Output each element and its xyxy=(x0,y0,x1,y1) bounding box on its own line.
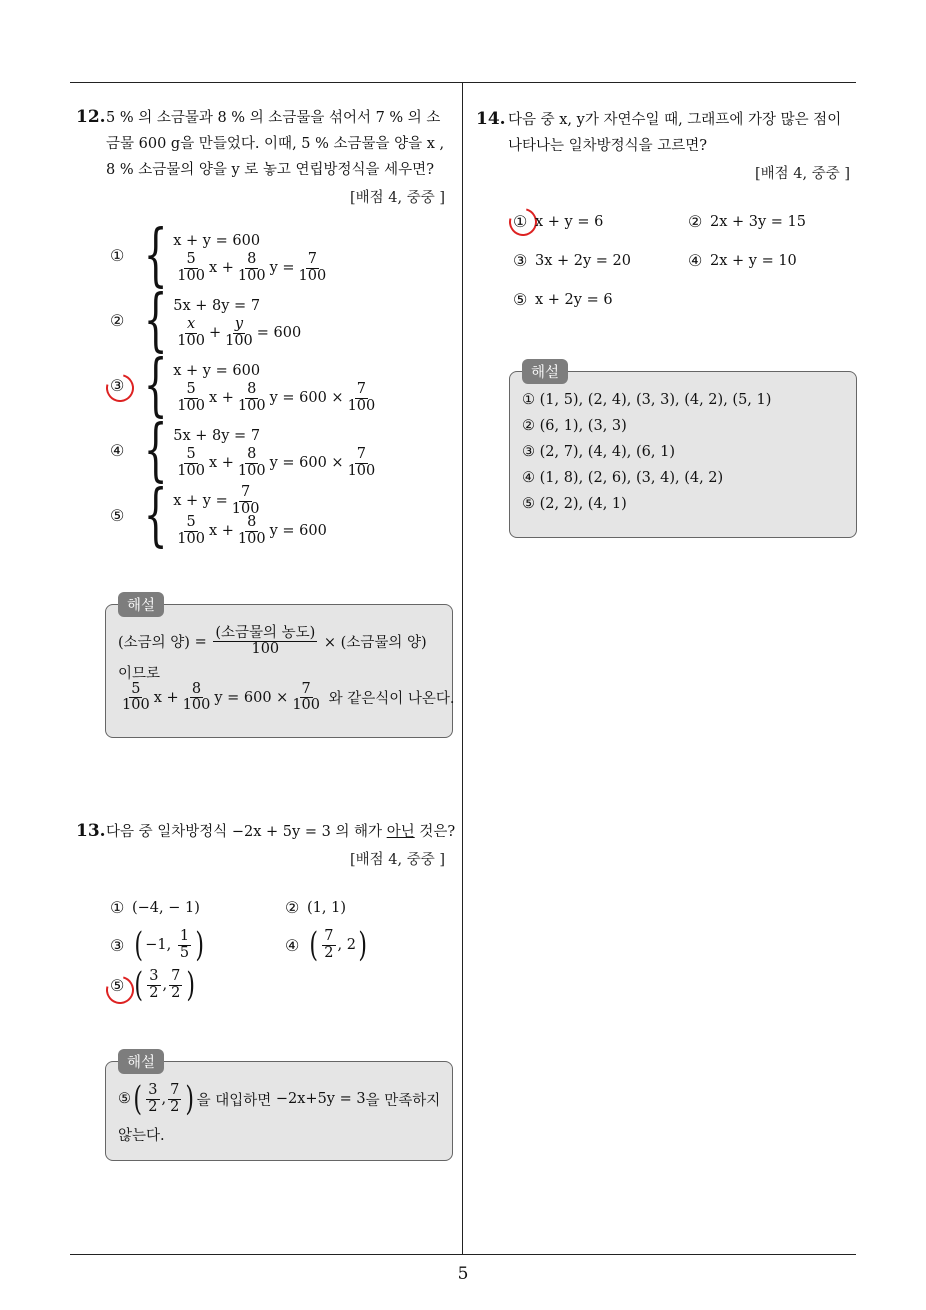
top-rule xyxy=(70,82,856,83)
question-14-line-2: 나타나는 일차방정식을 고르면? xyxy=(508,138,708,154)
question-13-score: [배점 4, 중중 ] xyxy=(350,852,446,868)
q12-choice-2-system: { 5x + 8y = 7 $\frac{x}{100}$ + $\frac{y}{100}$ = 600 xyxy=(143,281,302,360)
question-14-line-1: 다음 중 x, y가 자연수일 때, 그래프에 가장 많은 점이 xyxy=(508,112,842,128)
fraction: $\frac{7}{2}$ xyxy=(324,928,334,961)
fraction: $\frac{3}{2}$ xyxy=(148,1082,158,1115)
fraction: $\frac{7}{100}$ xyxy=(347,381,376,414)
equation: x + y = 600 xyxy=(173,363,261,379)
column-divider xyxy=(462,83,463,1254)
fraction: $\frac{5}{100}$ xyxy=(177,381,205,414)
q13-hint-label: 해설 xyxy=(118,1049,164,1074)
choice-number: ② xyxy=(110,311,125,330)
q13-choice-4[interactable]: ④ ( $\frac{7}{2}$ , 2 ) xyxy=(285,925,367,965)
fraction: $\frac{8}{100}$ xyxy=(237,446,266,479)
fraction: $\frac{8}{100}$ xyxy=(237,514,266,547)
fraction: $\frac{8}{100}$ xyxy=(237,381,266,414)
fraction: $\frac{5}{100}$ xyxy=(177,251,205,284)
q13-choice-1[interactable]: ① (−4, − 1) xyxy=(110,898,200,917)
question-14-score: [배점 4, 중중 ] xyxy=(755,166,851,182)
q14-hint-line-1: ① (1, 5), (2, 4), (3, 3), (4, 2), (5, 1) xyxy=(522,392,772,408)
question-12-line-3: 8 % 소금물의 양을 y 로 놓고 연립방정식을 세우면? xyxy=(106,162,434,178)
choice-number: ③ xyxy=(110,376,125,395)
brace: { xyxy=(143,216,168,295)
equation: x + y = 600 xyxy=(173,233,261,249)
fraction: $\frac{5}{100}$ xyxy=(122,681,150,714)
q14-hint-line-2: ② (6, 1), (3, 3) xyxy=(522,418,627,434)
q13-choice-3[interactable]: ③ ( −1, $\frac{1}{5}$ ) xyxy=(110,925,205,965)
q12-choice-5-system: { x + y = $\frac{7}{100}$ $\frac{5}{100}$ x + $\frac{8}{100}$ y = 600 xyxy=(143,476,327,555)
choice-number: ④ xyxy=(110,441,125,460)
question-12-line-1: 5 % 의 소금물과 8 % 의 소금물을 섞어서 7 % 의 소 xyxy=(106,110,441,126)
brace: { xyxy=(143,281,168,360)
question-13-number: 13. xyxy=(76,821,106,841)
question-12-number: 12. xyxy=(76,107,106,127)
fraction: $\frac{7}{100}$ xyxy=(292,681,320,714)
q12-choice-1[interactable] xyxy=(110,246,132,265)
fraction: $\frac{5}{100}$ xyxy=(177,514,205,547)
equation: 5x + 8y = 7 xyxy=(173,428,261,444)
page-number: 5 xyxy=(457,1264,469,1284)
fraction: $\frac{x}{100}$ xyxy=(177,316,205,349)
q12-hint-line-3: $\frac{5}{100}$ x + $\frac{8}{100}$ y = 600 × $\frac{7}{100}$ 와 같은식이 나온다. xyxy=(122,681,455,714)
q12-hint-line-1: (소금의 양) = $\frac{\text{(소금물의 농도)}}{100}$ × (소금물의 양) xyxy=(118,625,427,658)
q12-hint-line-2: 이므로 xyxy=(118,666,161,682)
choice-number: ⑤ xyxy=(110,506,125,525)
bottom-rule xyxy=(70,1254,856,1255)
fraction: $\frac{3}{2}$ xyxy=(149,968,159,1001)
fraction: $\frac{8}{100}$ xyxy=(182,681,211,714)
question-12-line-2: 금물 600 g을 만들었다. 이때, 5 % 소금물을 양을 x , xyxy=(106,136,445,152)
q14-hint-label: 해설 xyxy=(522,359,568,384)
fraction: $\frac{8}{100}$ xyxy=(237,251,266,284)
fraction: $\frac{7}{2}$ xyxy=(170,1082,180,1115)
question-12-score: [배점 4, 중중 ] xyxy=(350,190,446,206)
q13-hint-line-2: 않는다. xyxy=(118,1128,165,1144)
fraction: $\frac{7}{100}$ xyxy=(347,446,376,479)
q14-choice-3[interactable]: ③ 3x + 2y = 20 xyxy=(513,251,632,270)
q14-choice-2[interactable]: ② 2x + 3y = 15 xyxy=(688,212,807,231)
q14-hint-line-4: ④ (1, 8), (2, 6), (3, 4), (4, 2) xyxy=(522,470,724,486)
fraction: $\frac{7}{100}$ xyxy=(231,484,260,517)
brace: { xyxy=(143,476,168,555)
question-14-number: 14. xyxy=(476,109,506,129)
choice-number: ① xyxy=(110,246,125,265)
q14-choice-4[interactable]: ④ 2x + y = 10 xyxy=(688,251,797,270)
q14-hint-line-5: ⑤ (2, 2), (4, 1) xyxy=(522,496,627,512)
q12-choice-5[interactable] xyxy=(110,506,132,525)
q13-hint-line-1: ⑤ ( $\frac{3}{2}$ , $\frac{7}{2}$ ) 을 대입하면 −2x+5y = 3 을 만족하지 xyxy=(118,1079,441,1119)
q12-choice-3-system: { x + y = 600 $\frac{5}{100}$ x + $\frac{8}{100}$ y = 600 × $\frac{7}{100}$ xyxy=(143,346,376,425)
q13-choice-2[interactable]: ② (1, 1) xyxy=(285,898,346,917)
q12-choice-1-system: { x + y = 600 $\frac{5}{100}$ x + $\frac{8}{100}$ y = $\frac{7}{100}$ xyxy=(143,216,327,295)
q12-hint-label: 해설 xyxy=(118,592,164,617)
fraction: $\frac{y}{100}$ xyxy=(225,316,253,349)
fraction: $\frac{7}{100}$ xyxy=(298,251,327,284)
q12-choice-2[interactable] xyxy=(110,311,132,330)
q14-choice-5[interactable]: ⑤ x + 2y = 6 xyxy=(513,290,613,309)
brace: { xyxy=(143,411,168,490)
fraction: $\frac{5}{100}$ xyxy=(177,446,205,479)
equation: 5x + 8y = 7 xyxy=(173,298,261,314)
q14-choice-1[interactable]: ① x + y = 6 xyxy=(513,212,604,231)
fraction: $\frac{7}{2}$ xyxy=(171,968,181,1001)
q13-choice-5[interactable]: ⑤ ( $\frac{3}{2}$ , $\frac{7}{2}$ ) xyxy=(110,965,196,1005)
fraction: $\frac{\text{(소금물의 농도)}}{100}$ xyxy=(215,625,316,658)
q12-choice-3[interactable] xyxy=(110,376,132,395)
fraction: $\frac{1}{5}$ xyxy=(179,928,190,961)
q12-choice-4-system: { 5x + 8y = 7 $\frac{5}{100}$ x + $\frac{8}{100}$ y = 600 × $\frac{7}{100}$ xyxy=(143,411,376,490)
q12-choice-4[interactable] xyxy=(110,441,132,460)
brace: { xyxy=(143,346,168,425)
q14-hint-line-3: ③ (2, 7), (4, 4), (6, 1) xyxy=(522,444,675,460)
question-13-line-1: 다음 중 일차방정식 −2x + 5y = 3 의 해가 아닌 것은? xyxy=(106,824,456,840)
